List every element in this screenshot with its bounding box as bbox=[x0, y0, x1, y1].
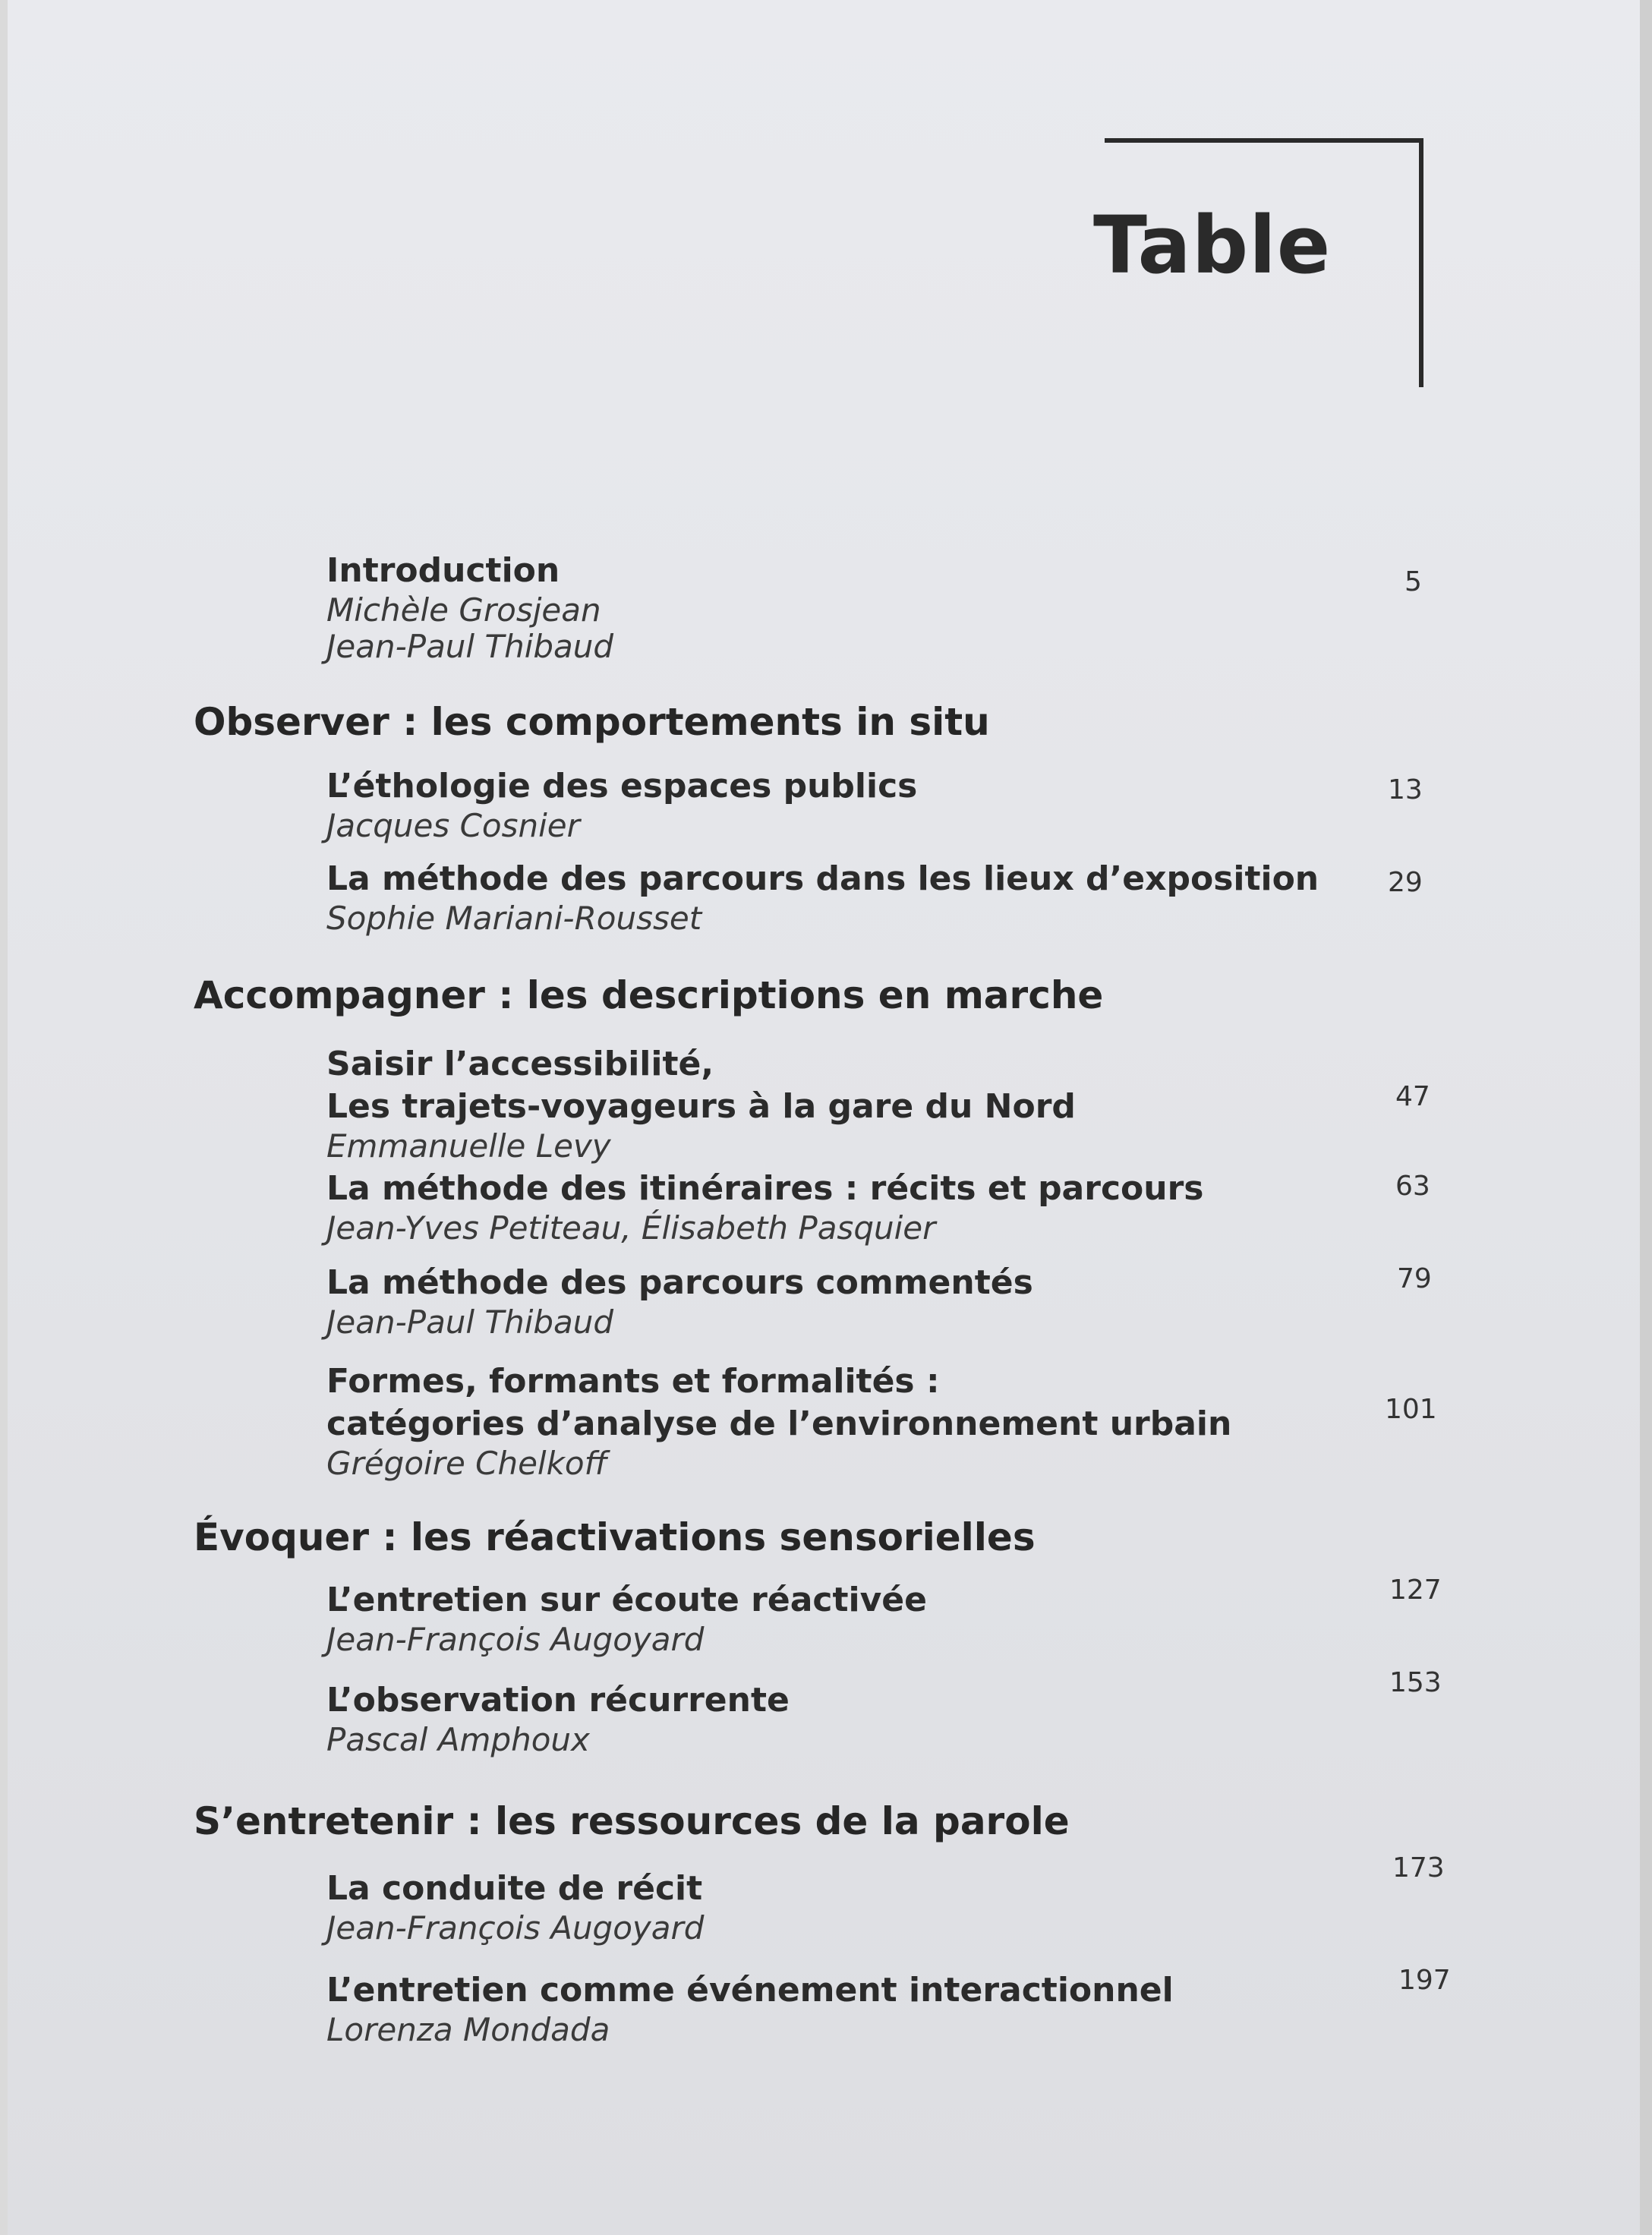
section-heading-accompagner: Accompagner : les descriptions en marche bbox=[194, 973, 1104, 1017]
toc-entry[interactable] bbox=[326, 1043, 1465, 1165]
entry-authors: Grégoire Chelkoff bbox=[326, 1445, 607, 1482]
entry-title: L’entretien sur écoute réactivée bbox=[326, 1581, 927, 1619]
toc-entry[interactable] bbox=[326, 1262, 1465, 1341]
entry-authors: Sophie Mariani-Rousset bbox=[326, 900, 702, 937]
section-heading-sentretenir: S’entretenir : les ressources de la parole bbox=[194, 1799, 1070, 1843]
section-heading-evoquer: Évoquer : les réactivations sensorielles bbox=[194, 1515, 1036, 1559]
entry-title: La méthode des parcours dans les lieux d’exposition bbox=[326, 859, 1319, 898]
entry-title: Saisir l’accessibilité, Les trajets-voyageurs à la gare du Nord bbox=[326, 1045, 1076, 1126]
toc-entry-introduction[interactable] bbox=[326, 550, 1465, 665]
toc-entry[interactable] bbox=[326, 1360, 1465, 1482]
page-number: 63 bbox=[1395, 1171, 1430, 1202]
page-number: 153 bbox=[1389, 1667, 1442, 1698]
entry-title: Formes, formants et formalités : catégories d’analyse de l’environnement urbain bbox=[326, 1362, 1232, 1443]
toc-entry[interactable] bbox=[326, 765, 1465, 844]
page-number: 173 bbox=[1392, 1852, 1445, 1884]
entry-title: La méthode des parcours commentés bbox=[326, 1263, 1033, 1302]
entry-authors: Michèle Grosjean Jean-Paul Thibaud bbox=[326, 591, 614, 665]
entry-title: La méthode des itinéraires : récits et parcours bbox=[326, 1169, 1204, 1208]
entry-authors: Jean-Yves Petiteau, Élisabeth Pasquier bbox=[326, 1209, 936, 1247]
entry-title: L’observation récurrente bbox=[326, 1681, 790, 1720]
page-number: 127 bbox=[1389, 1575, 1442, 1606]
entry-title: Introduction bbox=[326, 551, 560, 590]
entry-authors: Pascal Amphoux bbox=[326, 1721, 590, 1758]
page-number: 47 bbox=[1395, 1081, 1430, 1112]
page-number: 29 bbox=[1388, 867, 1423, 898]
entry-authors: Lorenza Mondada bbox=[326, 2011, 610, 2048]
page-number: 13 bbox=[1388, 774, 1423, 805]
entry-title: L’entretien comme événement interactionnel bbox=[326, 1971, 1174, 2010]
entry-authors: Jean-François Augoyard bbox=[326, 1909, 705, 1947]
page-number: 101 bbox=[1385, 1394, 1437, 1425]
section-heading-observer: Observer : les comportements in situ bbox=[194, 700, 990, 744]
toc-entry[interactable] bbox=[326, 1969, 1465, 2048]
toc-entry[interactable] bbox=[326, 1168, 1465, 1247]
page-number: 197 bbox=[1398, 1965, 1451, 1996]
toc-entry[interactable] bbox=[326, 1868, 1465, 1947]
toc-entry[interactable] bbox=[326, 1579, 1465, 1658]
entry-authors: Jean-François Augoyard bbox=[326, 1621, 705, 1658]
toc-entry[interactable] bbox=[326, 1679, 1465, 1758]
entry-title: L’éthologie des espaces publics bbox=[326, 767, 918, 805]
entry-title: La conduite de récit bbox=[326, 1869, 703, 1908]
page-number: 79 bbox=[1397, 1263, 1432, 1294]
entry-authors: Jean-Paul Thibaud bbox=[326, 1303, 614, 1341]
page-title: Table bbox=[1093, 199, 1332, 292]
entry-authors: Emmanuelle Levy bbox=[326, 1127, 611, 1165]
page-number: 5 bbox=[1405, 566, 1422, 597]
toc-entry[interactable] bbox=[326, 858, 1465, 937]
entry-authors: Jacques Cosnier bbox=[326, 807, 580, 844]
